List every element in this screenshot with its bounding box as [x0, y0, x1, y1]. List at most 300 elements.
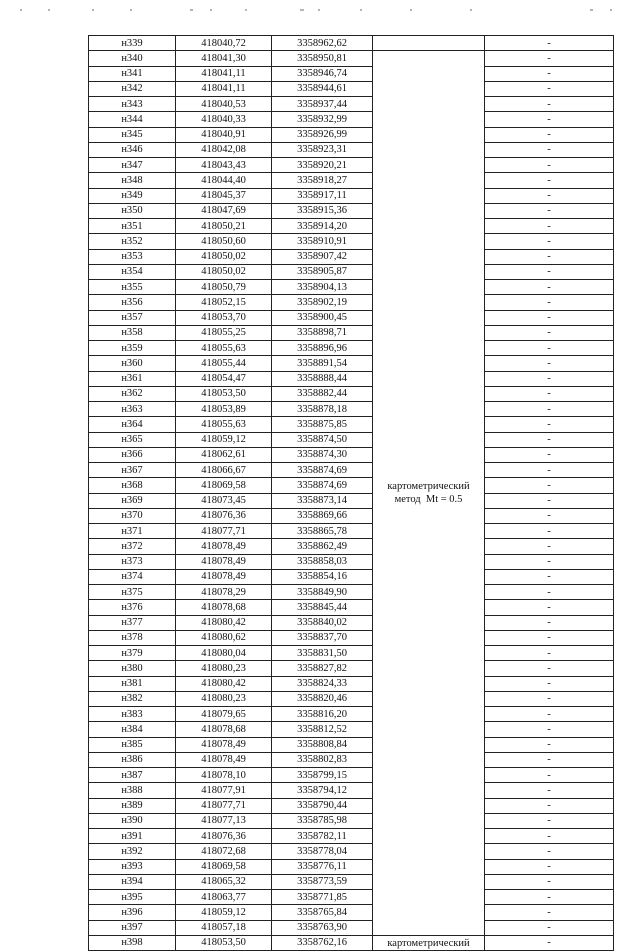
coord-y-cell: 3358950,81: [272, 51, 373, 66]
note-cell: -: [485, 188, 614, 203]
table-row: [89, 325, 614, 340]
coord-y-cell: 3358926,99: [272, 127, 373, 142]
coord-y-cell: 3358837,70: [272, 630, 373, 645]
point-name-cell: н344: [89, 112, 176, 127]
coord-x-cell: 418045,37: [176, 188, 272, 203]
coord-y-cell: 3358765,84: [272, 905, 373, 920]
coord-y-cell: 3358917,11: [272, 188, 373, 203]
coord-x-cell: 418077,13: [176, 813, 272, 828]
coord-x-cell: 418080,42: [176, 615, 272, 630]
coord-x-cell: 418076,36: [176, 829, 272, 844]
point-name-cell: н396: [89, 905, 176, 920]
coord-y-cell: 3358898,71: [272, 325, 373, 340]
coord-x-cell: 418053,50: [176, 935, 272, 950]
coord-x-cell: 418041,11: [176, 81, 272, 96]
note-cell: -: [485, 325, 614, 340]
note-cell: -: [485, 722, 614, 737]
coord-y-cell: 3358910,91: [272, 234, 373, 249]
point-name-cell: н379: [89, 646, 176, 661]
coord-y-cell: 3358896,96: [272, 341, 373, 356]
note-cell: -: [485, 935, 614, 950]
note-cell: -: [485, 356, 614, 371]
point-name-cell: н368: [89, 478, 176, 493]
coord-y-cell: 3358900,45: [272, 310, 373, 325]
table-row: [89, 783, 614, 798]
note-cell: -: [485, 463, 614, 478]
coord-y-cell: 3358840,02: [272, 615, 373, 630]
note-cell: -: [485, 829, 614, 844]
coord-y-cell: 3358799,15: [272, 768, 373, 783]
coord-y-cell: 3358827,82: [272, 661, 373, 676]
point-name-cell: н384: [89, 722, 176, 737]
table-row: [89, 569, 614, 584]
coord-y-cell: 3358845,44: [272, 600, 373, 615]
table-row: [89, 173, 614, 188]
table-row: [89, 554, 614, 569]
point-name-cell: н388: [89, 783, 176, 798]
table-row: [89, 737, 614, 752]
note-cell: -: [485, 691, 614, 706]
coord-x-cell: 418055,63: [176, 417, 272, 432]
note-cell: -: [485, 676, 614, 691]
coord-y-cell: 3358771,85: [272, 890, 373, 905]
note-cell: -: [485, 508, 614, 523]
note-cell: -: [485, 798, 614, 813]
note-cell: -: [485, 234, 614, 249]
point-name-cell: н385: [89, 737, 176, 752]
table-row: [89, 264, 614, 279]
coord-x-cell: 418073,45: [176, 493, 272, 508]
table-row: [89, 920, 614, 935]
coord-y-cell: 3358776,11: [272, 859, 373, 874]
note-cell: -: [485, 920, 614, 935]
table-row: [89, 432, 614, 447]
method-cell-empty: [373, 36, 485, 51]
note-cell: -: [485, 493, 614, 508]
point-name-cell: н366: [89, 447, 176, 462]
coord-y-cell: 3358874,69: [272, 478, 373, 493]
note-cell: -: [485, 661, 614, 676]
coord-x-cell: 418055,63: [176, 341, 272, 356]
coord-x-cell: 418077,91: [176, 783, 272, 798]
point-name-cell: н398: [89, 935, 176, 950]
coord-y-cell: 3358849,90: [272, 585, 373, 600]
point-name-cell: н350: [89, 203, 176, 218]
coord-y-cell: 3358875,85: [272, 417, 373, 432]
coord-x-cell: 418044,40: [176, 173, 272, 188]
note-cell: -: [485, 600, 614, 615]
table-row: [89, 646, 614, 661]
coord-x-cell: 418078,49: [176, 554, 272, 569]
point-name-cell: н378: [89, 630, 176, 645]
table-row: [89, 524, 614, 539]
note-cell: -: [485, 737, 614, 752]
coord-y-cell: 3358778,04: [272, 844, 373, 859]
coord-x-cell: 418053,89: [176, 402, 272, 417]
note-cell: -: [485, 478, 614, 493]
coord-y-cell: 3358874,69: [272, 463, 373, 478]
point-name-cell: н353: [89, 249, 176, 264]
table-row: [89, 615, 614, 630]
coord-y-cell: 3358937,44: [272, 97, 373, 112]
table-row: [89, 691, 614, 706]
coord-y-cell: 3358920,21: [272, 158, 373, 173]
note-cell: -: [485, 158, 614, 173]
coord-y-cell: 3358812,52: [272, 722, 373, 737]
coord-y-cell: 3358874,30: [272, 447, 373, 462]
note-cell: -: [485, 752, 614, 767]
table-row: [89, 890, 614, 905]
coord-y-cell: 3358763,90: [272, 920, 373, 935]
note-cell: -: [485, 66, 614, 81]
point-name-cell: н361: [89, 371, 176, 386]
coord-y-cell: 3358944,61: [272, 81, 373, 96]
table-row: [89, 356, 614, 371]
point-name-cell: н374: [89, 569, 176, 584]
coord-x-cell: 418042,08: [176, 142, 272, 157]
coord-x-cell: 418080,42: [176, 676, 272, 691]
note-cell: -: [485, 874, 614, 889]
coord-x-cell: 418078,10: [176, 768, 272, 783]
coord-y-cell: 3358878,18: [272, 402, 373, 417]
coord-y-cell: 3358888,44: [272, 371, 373, 386]
point-name-cell: н387: [89, 768, 176, 783]
table-row: [89, 600, 614, 615]
point-name-cell: н363: [89, 402, 176, 417]
point-name-cell: н392: [89, 844, 176, 859]
coord-x-cell: 418047,69: [176, 203, 272, 218]
coord-y-cell: 3358874,50: [272, 432, 373, 447]
point-name-cell: н347: [89, 158, 176, 173]
method-label-line1: картометрический: [387, 481, 470, 492]
coord-y-cell: 3358932,99: [272, 112, 373, 127]
coord-x-cell: 418078,49: [176, 752, 272, 767]
coord-x-cell: 418078,49: [176, 569, 272, 584]
table-row: [89, 676, 614, 691]
coord-x-cell: 418040,33: [176, 112, 272, 127]
table-row: [89, 768, 614, 783]
coord-y-cell: 3358902,19: [272, 295, 373, 310]
point-name-cell: н359: [89, 341, 176, 356]
coord-x-cell: 418080,23: [176, 661, 272, 676]
note-cell: -: [485, 112, 614, 127]
point-name-cell: н365: [89, 432, 176, 447]
table-row: [89, 234, 614, 249]
coord-x-cell: 418057,18: [176, 920, 272, 935]
coord-y-cell: 3358790,44: [272, 798, 373, 813]
coord-y-cell: 3358762,16: [272, 935, 373, 950]
table-row: [89, 280, 614, 295]
table-row: [89, 859, 614, 874]
coord-x-cell: 418078,49: [176, 737, 272, 752]
point-name-cell: н390: [89, 813, 176, 828]
table-row: [89, 508, 614, 523]
coord-y-cell: 3358782,11: [272, 829, 373, 844]
table-row: [89, 158, 614, 173]
coord-y-cell: 3358816,20: [272, 707, 373, 722]
note-cell: -: [485, 295, 614, 310]
coordinates-table-body: [89, 36, 614, 951]
note-cell: -: [485, 646, 614, 661]
table-row: [89, 813, 614, 828]
point-name-cell: н369: [89, 493, 176, 508]
coord-y-cell: 3358904,13: [272, 280, 373, 295]
table-row: [89, 707, 614, 722]
coord-x-cell: 418040,72: [176, 36, 272, 51]
table-row: [89, 386, 614, 401]
table-row: [89, 66, 614, 81]
note-cell: -: [485, 890, 614, 905]
coord-x-cell: 418050,21: [176, 219, 272, 234]
coord-x-cell: 418066,67: [176, 463, 272, 478]
table-row: [89, 310, 614, 325]
note-cell: -: [485, 219, 614, 234]
table-row: [89, 874, 614, 889]
table-row: [89, 493, 614, 508]
point-name-cell: н342: [89, 81, 176, 96]
point-name-cell: н362: [89, 386, 176, 401]
table-row: [89, 249, 614, 264]
point-name-cell: н339: [89, 36, 176, 51]
coord-x-cell: 418043,43: [176, 158, 272, 173]
coord-x-cell: 418040,53: [176, 97, 272, 112]
coord-y-cell: 3358824,33: [272, 676, 373, 691]
coord-x-cell: 418080,04: [176, 646, 272, 661]
note-cell: -: [485, 81, 614, 96]
coord-y-cell: 3358785,98: [272, 813, 373, 828]
note-cell: -: [485, 371, 614, 386]
note-cell: -: [485, 142, 614, 157]
coord-x-cell: 418059,12: [176, 432, 272, 447]
note-cell: -: [485, 539, 614, 554]
note-cell: -: [485, 386, 614, 401]
coord-y-cell: 3358914,20: [272, 219, 373, 234]
note-cell: -: [485, 524, 614, 539]
note-cell: -: [485, 341, 614, 356]
coord-x-cell: 418040,91: [176, 127, 272, 142]
point-name-cell: н395: [89, 890, 176, 905]
coord-y-cell: 3358882,44: [272, 386, 373, 401]
point-name-cell: н343: [89, 97, 176, 112]
point-name-cell: н397: [89, 920, 176, 935]
note-cell: -: [485, 432, 614, 447]
note-cell: -: [485, 844, 614, 859]
coord-x-cell: 418078,68: [176, 722, 272, 737]
table-row: [89, 478, 614, 493]
coord-y-cell: 3358946,74: [272, 66, 373, 81]
point-name-cell: н352: [89, 234, 176, 249]
point-name-cell: н357: [89, 310, 176, 325]
note-cell: -: [485, 615, 614, 630]
table-row: [89, 127, 614, 142]
note-cell: -: [485, 813, 614, 828]
method-cell: [373, 51, 485, 936]
coord-x-cell: 418065,32: [176, 874, 272, 889]
table-row: [89, 630, 614, 645]
note-cell: -: [485, 859, 614, 874]
coord-y-cell: 3358858,03: [272, 554, 373, 569]
coordinates-table: [88, 35, 614, 951]
point-name-cell: н341: [89, 66, 176, 81]
coord-x-cell: 418077,71: [176, 798, 272, 813]
point-name-cell: н377: [89, 615, 176, 630]
coord-x-cell: 418053,70: [176, 310, 272, 325]
note-cell: -: [485, 249, 614, 264]
note-cell: -: [485, 127, 614, 142]
point-name-cell: н394: [89, 874, 176, 889]
point-name-cell: н358: [89, 325, 176, 340]
table-row: [89, 585, 614, 600]
point-name-cell: н373: [89, 554, 176, 569]
note-cell: -: [485, 36, 614, 51]
point-name-cell: н355: [89, 280, 176, 295]
note-cell: -: [485, 768, 614, 783]
table-row: [89, 36, 614, 51]
coord-y-cell: 3358962,62: [272, 36, 373, 51]
table-row: [89, 81, 614, 96]
note-cell: -: [485, 905, 614, 920]
coord-x-cell: 418055,44: [176, 356, 272, 371]
table-row: [89, 905, 614, 920]
coord-y-cell: 3358820,46: [272, 691, 373, 706]
point-name-cell: н372: [89, 539, 176, 554]
point-name-cell: н371: [89, 524, 176, 539]
coord-x-cell: 418053,50: [176, 386, 272, 401]
note-cell: -: [485, 97, 614, 112]
coord-x-cell: 418050,60: [176, 234, 272, 249]
coord-y-cell: 3358905,87: [272, 264, 373, 279]
point-name-cell: н364: [89, 417, 176, 432]
point-name-cell: н391: [89, 829, 176, 844]
note-cell: -: [485, 447, 614, 462]
point-name-cell: н367: [89, 463, 176, 478]
point-name-cell: н382: [89, 691, 176, 706]
table-row: [89, 661, 614, 676]
point-name-cell: н340: [89, 51, 176, 66]
table-row: [89, 463, 614, 478]
coord-x-cell: 418050,02: [176, 249, 272, 264]
method-label-line2: метод Mt = 0.5: [394, 494, 463, 505]
table-row: [89, 219, 614, 234]
note-cell: -: [485, 310, 614, 325]
coord-y-cell: 3358915,36: [272, 203, 373, 218]
note-cell: -: [485, 707, 614, 722]
table-row: [89, 97, 614, 112]
table-row: [89, 295, 614, 310]
point-name-cell: н381: [89, 676, 176, 691]
table-row: [89, 798, 614, 813]
coord-y-cell: 3358808,84: [272, 737, 373, 752]
table-row: [89, 203, 614, 218]
point-name-cell: н356: [89, 295, 176, 310]
method-cell-last: картометрический: [373, 935, 485, 950]
table-row: [89, 112, 614, 127]
note-cell: -: [485, 630, 614, 645]
coord-x-cell: 418080,23: [176, 691, 272, 706]
point-name-cell: н351: [89, 219, 176, 234]
coord-x-cell: 418069,58: [176, 478, 272, 493]
table-row: [89, 722, 614, 737]
point-name-cell: н375: [89, 585, 176, 600]
coord-y-cell: 3358794,12: [272, 783, 373, 798]
coord-y-cell: 3358862,49: [272, 539, 373, 554]
table-row: [89, 829, 614, 844]
note-cell: -: [485, 280, 614, 295]
coord-x-cell: 418077,71: [176, 524, 272, 539]
note-cell: -: [485, 417, 614, 432]
point-name-cell: н348: [89, 173, 176, 188]
note-cell: -: [485, 51, 614, 66]
note-cell: -: [485, 264, 614, 279]
coord-x-cell: 418050,02: [176, 264, 272, 279]
note-cell: -: [485, 203, 614, 218]
coord-x-cell: 418063,77: [176, 890, 272, 905]
point-name-cell: н386: [89, 752, 176, 767]
coord-x-cell: 418078,49: [176, 539, 272, 554]
table-row: [89, 371, 614, 386]
point-name-cell: н393: [89, 859, 176, 874]
coord-y-cell: 3358865,78: [272, 524, 373, 539]
point-name-cell: н370: [89, 508, 176, 523]
note-cell: -: [485, 585, 614, 600]
coord-x-cell: 418050,79: [176, 280, 272, 295]
table-row: [89, 142, 614, 157]
point-name-cell: н376: [89, 600, 176, 615]
note-cell: -: [485, 554, 614, 569]
note-cell: -: [485, 783, 614, 798]
coord-x-cell: 418080,62: [176, 630, 272, 645]
table-row: [89, 844, 614, 859]
scan-header-artifact: [0, 6, 640, 14]
note-cell: -: [485, 173, 614, 188]
coord-y-cell: 3358831,50: [272, 646, 373, 661]
coord-x-cell: 418069,58: [176, 859, 272, 874]
coord-y-cell: 3358873,14: [272, 493, 373, 508]
coord-x-cell: 418076,36: [176, 508, 272, 523]
table-row: [89, 341, 614, 356]
coord-x-cell: 418041,11: [176, 66, 272, 81]
coord-x-cell: 418059,12: [176, 905, 272, 920]
point-name-cell: н354: [89, 264, 176, 279]
point-name-cell: н380: [89, 661, 176, 676]
coord-y-cell: 3358907,42: [272, 249, 373, 264]
point-name-cell: н349: [89, 188, 176, 203]
coord-x-cell: 418055,25: [176, 325, 272, 340]
coord-x-cell: 418079,65: [176, 707, 272, 722]
coord-y-cell: 3358869,66: [272, 508, 373, 523]
table-row: [89, 539, 614, 554]
table-row: [89, 51, 614, 66]
coord-x-cell: 418078,68: [176, 600, 272, 615]
point-name-cell: н360: [89, 356, 176, 371]
coord-y-cell: 3358802,83: [272, 752, 373, 767]
table-row: [89, 447, 614, 462]
coord-y-cell: 3358773,59: [272, 874, 373, 889]
point-name-cell: н383: [89, 707, 176, 722]
coord-x-cell: 418078,29: [176, 585, 272, 600]
point-name-cell: н389: [89, 798, 176, 813]
coord-y-cell: 3358923,31: [272, 142, 373, 157]
point-name-cell: н346: [89, 142, 176, 157]
table-row: [89, 752, 614, 767]
coord-x-cell: 418052,15: [176, 295, 272, 310]
table-row: [89, 402, 614, 417]
coord-y-cell: 3358918,27: [272, 173, 373, 188]
table-row: [89, 188, 614, 203]
coord-y-cell: 3358891,54: [272, 356, 373, 371]
table-row: [89, 935, 614, 950]
coord-x-cell: 418041,30: [176, 51, 272, 66]
